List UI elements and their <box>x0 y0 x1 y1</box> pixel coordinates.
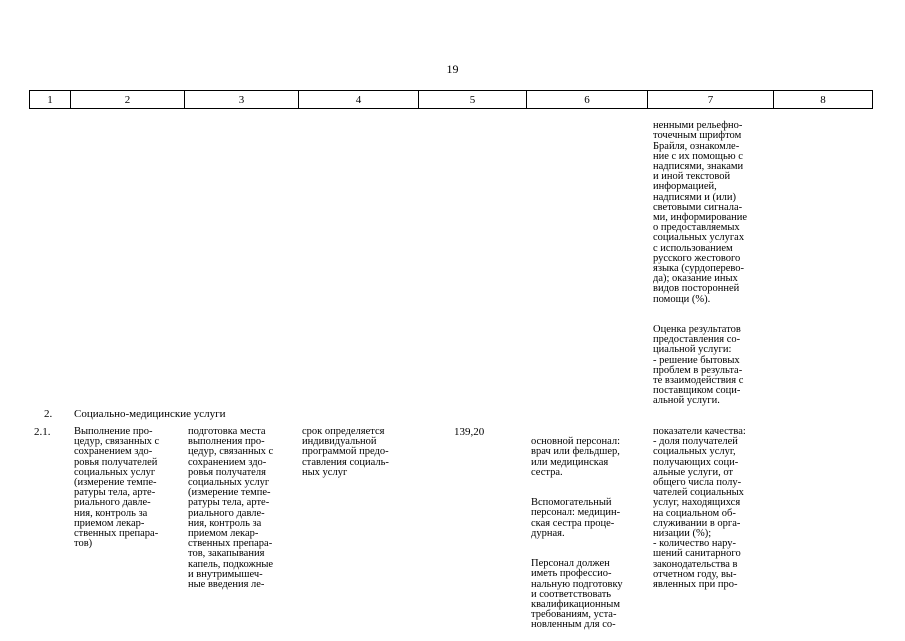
service-tariff: 139,20 <box>454 426 485 438</box>
column-header-8: 8 <box>774 91 873 109</box>
column-header-5: 5 <box>419 91 527 109</box>
staff-auxiliary: Вспомогательный персонал: медицин- ская сестра проце- дурная. <box>531 497 621 539</box>
column-header-row <box>29 90 873 109</box>
section-title: Социально-медицинские услуги <box>74 408 226 420</box>
continuation-paragraph-2: Оценка результатов предоставления со- циальной услуги: - решение бытовых проблем в результа- те взаимодействия с поставщиком соци- альной услуги. <box>653 324 744 407</box>
service-term: срок определяется индивидуальной программой предо- ставления социаль- ных услуг <box>302 426 389 478</box>
column-header-6: 6 <box>527 91 648 109</box>
column-header-4: 4 <box>299 91 419 109</box>
column-header-3: 3 <box>185 91 299 109</box>
service-description: подготовка места выполнения про- цедур, связанных с сохранением здо- ровья получателя социальных услуг (измерение темпе- ратуры тела, арте- риального давле- ния, контроль за приемом лекар- ственных препара- тов, закапывания капель, подкожные и внутримышеч- ные введения ле- <box>188 426 274 591</box>
continuation-paragraph-1: ненными рельефно- точечным шрифтом Брайля, ознакомле- ние с их помощью с надписями, знаками и иной текстовой информацией, надписями и (или) световыми сигнала- ми, информирование о предоставляемых социальных услугах с использованием русского жестового языка (сурдоперево- да); оказание иных видов посторонней помощи (%). <box>653 120 748 305</box>
column-header-7: 7 <box>648 91 774 109</box>
staff-requirements <box>531 427 649 641</box>
continuation-column-7 <box>653 111 778 417</box>
row-number: 2.1. <box>34 426 51 438</box>
staff-main: основной персонал: врач или фельдшер, или медицинская сестра. <box>531 436 621 478</box>
service-name: Выполнение про- цедур, связанных с сохранением здо- ровья получателей социальных услуг (измерение темпе- ратуры тела, арте- риального давле- ния, контроль за приемом лекар- ственных препара- тов) <box>74 426 160 550</box>
column-header-1: 1 <box>30 91 71 109</box>
staff-qualification: Персонал должен иметь профессио- нальную подготовку и соответствовать квалификационным требованиям, уста- новленным для со- <box>531 558 623 631</box>
quality-indicators: показатели качества: - доля получателей социальных услуг, получающих соци- альные услуги, от общего числа полу- чателей социальных услуг, находящихся на социальном об- служивании в орга- низации (%); - количество нару- шений санитарного законодательства в отчетном году, вы- явленных при про- <box>653 426 746 591</box>
page-number: 19 <box>446 62 459 76</box>
section-number: 2. <box>44 408 53 420</box>
column-header-2: 2 <box>71 91 185 109</box>
